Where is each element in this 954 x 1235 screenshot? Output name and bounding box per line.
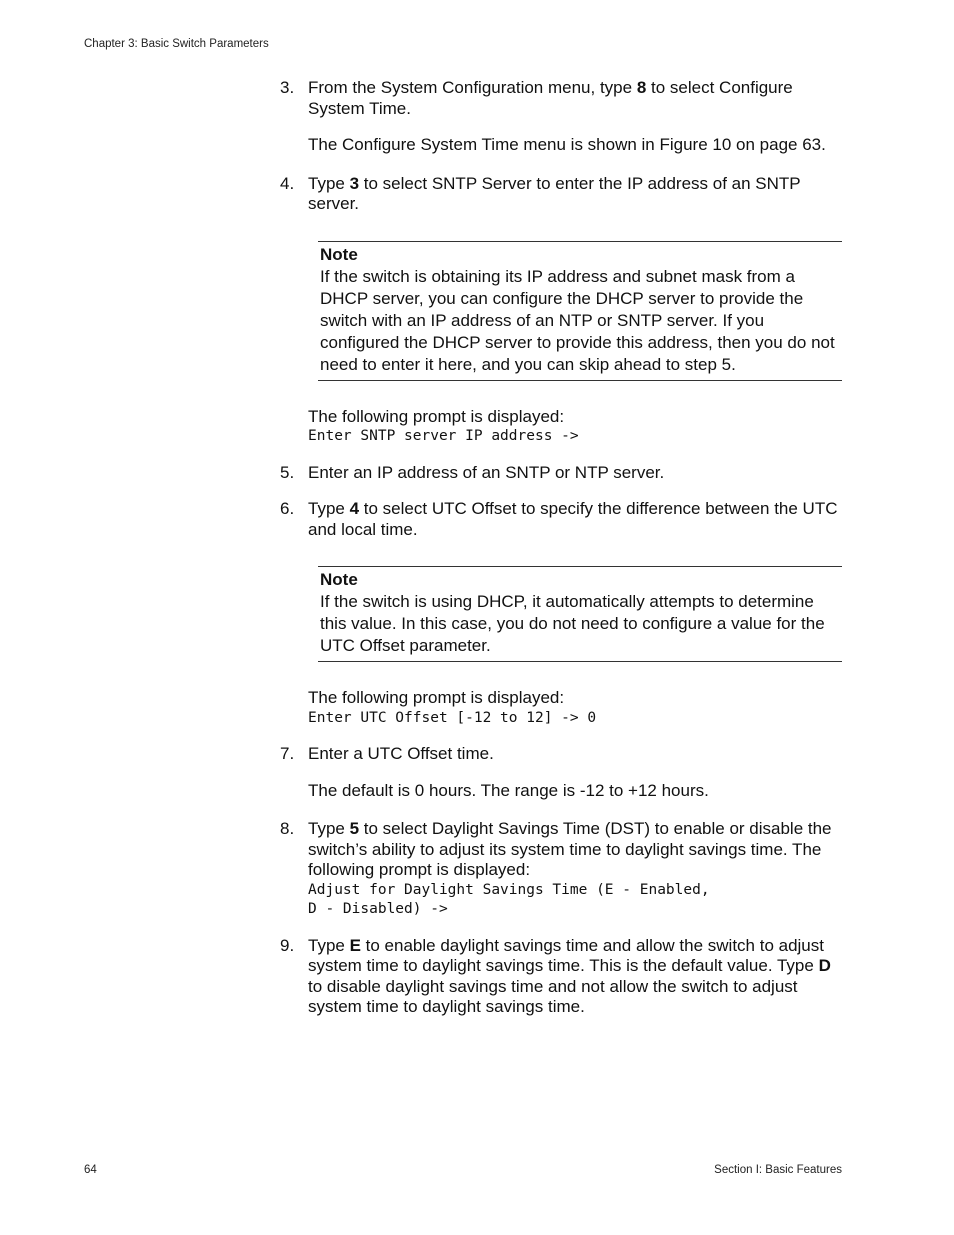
page-number: 64 (84, 1164, 97, 1176)
step-text: Type 5 to select Daylight Savings Time (DST) to enable or disable the switch’s ability to adjust its system time to daylight savings time. The following prompt is displayed: (308, 819, 832, 879)
page-content (280, 78, 842, 1018)
note-text: If the switch is using DHCP, it automatically attempts to determine this value. In this case, you do not need to configure a value for the UTC Offset parameter. (320, 592, 825, 655)
command-prompt: Enter UTC Offset [-12 to 12] -> 0 (308, 709, 597, 726)
command-prompt: Adjust for Daylight Savings Time (E - Enabled, D - Disabled) -> (308, 881, 710, 917)
step-note-paragraph: The Configure System Time menu is shown in Figure 10 on page 63. (308, 135, 826, 154)
step-number: 6. (280, 499, 295, 518)
step-text: From the System Configuration menu, type 8 to select Configure System Time. (308, 78, 793, 118)
step-7 (280, 744, 842, 801)
step-text: Type 4 to select UTC Offset to specify the difference between the UTC and local time. (308, 499, 838, 539)
running-header: Chapter 3: Basic Switch Parameters (84, 38, 269, 50)
step-9 (280, 936, 842, 1018)
step-3 (280, 78, 842, 156)
step-number: 8. (280, 819, 295, 838)
step-text: Type 3 to select SNTP Server to enter the IP address of an SNTP server. (308, 173, 801, 213)
step-number: 7. (280, 744, 295, 763)
step-6 (280, 499, 842, 540)
step-number: 3. (280, 78, 295, 97)
step-number: 4. (280, 173, 295, 193)
note-text: If the switch is obtaining its IP address and subnet mask from a DHCP server, you can configure the DHCP server to provide the switch with an IP address of an NTP or SNTP server. If you configured the DHCP server to provide this address, then you do not need to enter it here, and you can skip ahead to step 5. (320, 266, 835, 374)
step-note-paragraph: The default is 0 hours. The range is -12 to +12 hours. (308, 780, 709, 800)
prompt-label: The following prompt is displayed: (308, 688, 565, 707)
step-number: 5. (280, 462, 295, 482)
prompt-label: The following prompt is displayed: (308, 406, 565, 426)
prompt-block (280, 688, 842, 728)
command-prompt: Enter SNTP server IP address -> (308, 428, 579, 444)
step-text: Enter a UTC Offset time. (308, 744, 494, 763)
note-title: Note (320, 244, 358, 264)
note-title: Note (320, 570, 358, 589)
step-text: Enter an IP address of an SNTP or NTP server. (308, 462, 665, 482)
step-number: 9. (280, 935, 295, 955)
note-box (318, 241, 842, 381)
note-box (318, 566, 842, 662)
step-4 (280, 174, 842, 215)
step-5 (280, 463, 842, 484)
prompt-block (280, 407, 842, 447)
step-text: Type E to enable daylight savings time and allow the switch to adjust system time to daylight savings time. This is the default value. Type D to disable daylight savings time and not allow the switch to adjust system time to daylight savings time. (308, 935, 831, 1016)
step-8 (280, 819, 842, 920)
running-footer-section: Section I: Basic Features (714, 1164, 842, 1176)
